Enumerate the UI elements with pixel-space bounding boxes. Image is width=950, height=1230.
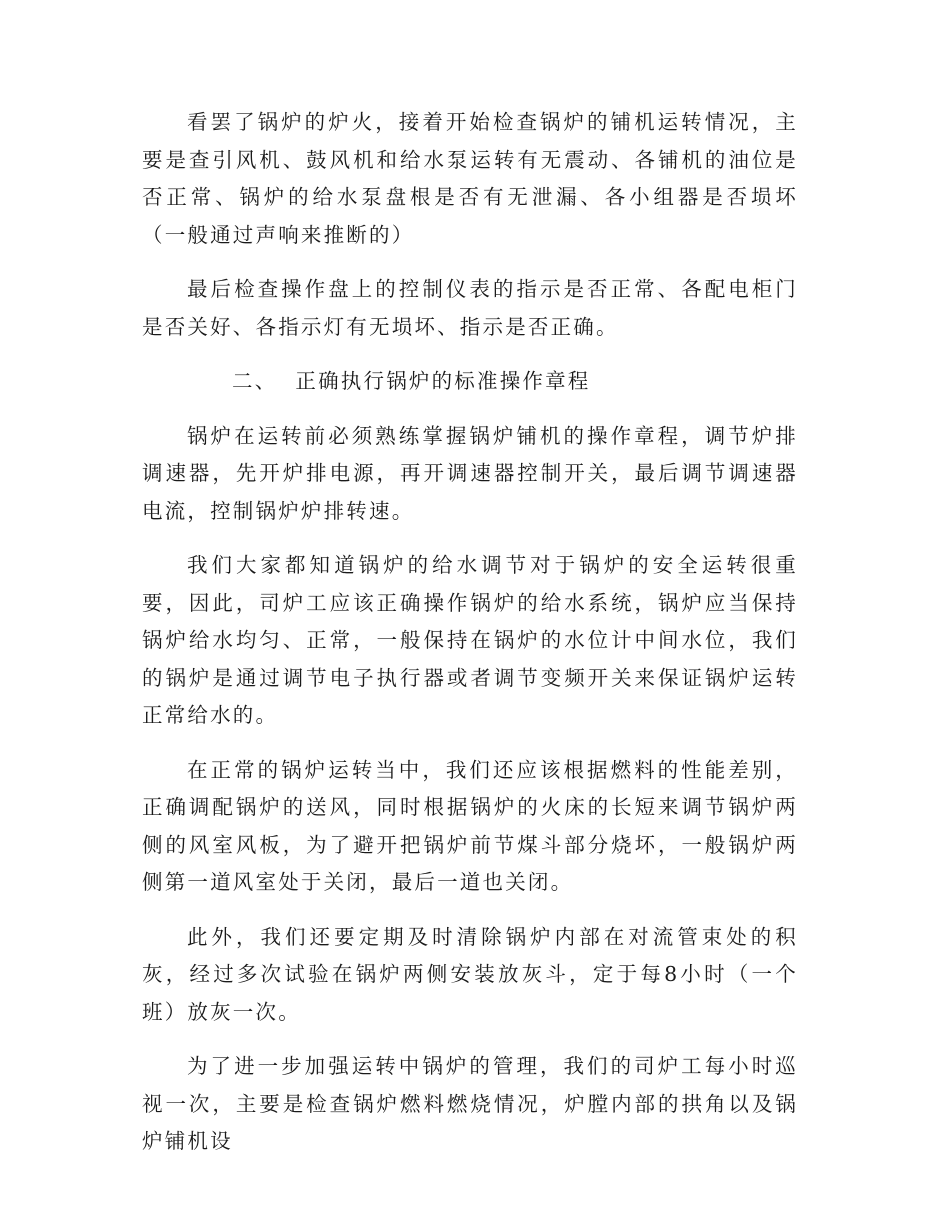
paragraph-operation-rules: 锅炉在运转前必须熟练掌握锅炉铺机的操作章程，调节炉排调速器，先开炉排电源，再开调速器控制开关，最后调节调速器电流，控制锅炉炉排转速。 <box>142 423 798 523</box>
document-page <box>142 104 798 1178</box>
paragraph-air-supply: 在正常的锅炉运转当中，我们还应该根据燃料的性能差别，正确调配锅炉的送风，同时根据锅炉的火床的长短来调节锅炉两侧的风室风板，为了避开把锅炉前节煤斗部分烧坏，一般锅炉两侧第一道风室处于关闭，最后一道也关闭。 <box>142 757 798 894</box>
paragraph-check-auxiliary: 看罢了锅炉的炉火，接着开始检查锅炉的铺机运转情况，主要是查引风机、鼓风机和给水泵运转有无震动、各铺机的油位是否正常、锅炉的给水泵盘根是否有无泄漏、各小组器是否埙坏（一般通过声响来推断的） <box>142 110 798 247</box>
paragraph-ash-cleaning: 此外，我们还要定期及时清除锅炉内部在对流管束处的积灰，经过多次试验在锅炉两侧安装放灰斗，定于每8小时（一个班）放灰一次。 <box>142 924 798 1024</box>
paragraph-inspection: 为了进一步加强运转中锅炉的管理，我们的司炉工每小时巡视一次，主要是检查锅炉燃料燃烧情况，炉膛内部的拱角以及锅炉铺机设 <box>142 1054 798 1153</box>
section-title: 正确执行锅炉的标准操作章程 <box>295 369 591 393</box>
section-heading <box>142 363 798 401</box>
paragraph-check-panel: 最后检查操作盘上的控制仪表的指示是否正常、各配电柜门是否关好、各指示灯有无埙坏、指示是否正确。 <box>142 277 798 339</box>
paragraph-water-supply: 我们大家都知道锅炉的给水调节对于锅炉的安全运转很重要，因此，司炉工应该正确操作锅炉的给水系统，锅炉应当保持锅炉给水均匀、正常，一般保持在锅炉的水位计中间水位，我们的锅炉是通过调节电子执行器或者调节变频开关来保证锅炉运转正常给水的。 <box>142 553 798 727</box>
section-number: 二、 <box>232 369 278 393</box>
